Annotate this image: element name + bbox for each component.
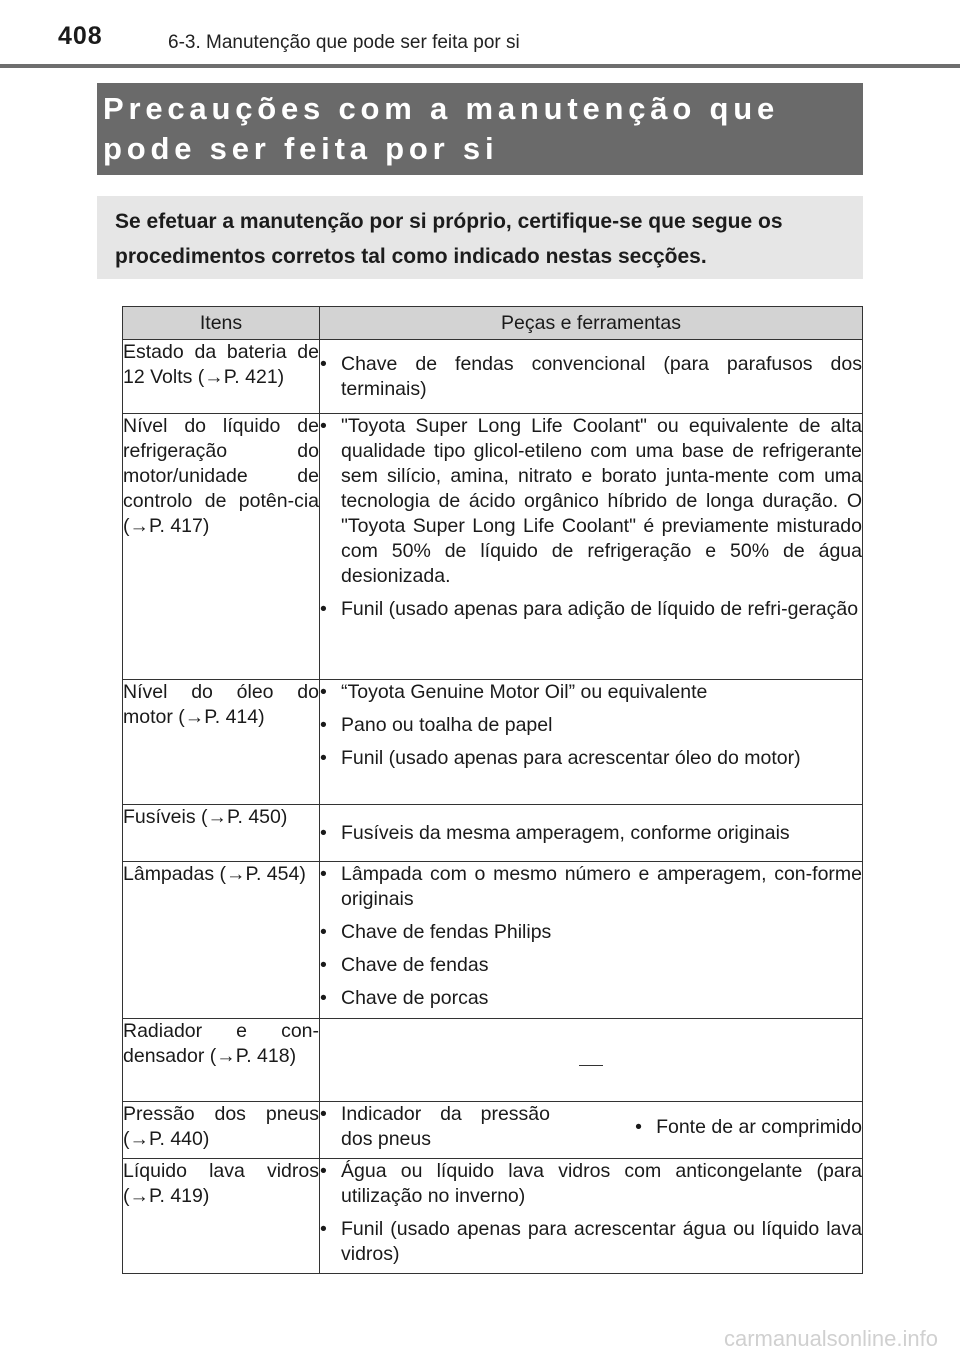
table-row [123, 862, 863, 1019]
parts-cell [320, 340, 863, 414]
list-item: • Chave de fendas [320, 953, 862, 978]
table-row [123, 1102, 863, 1159]
parts-cell [320, 680, 863, 805]
header-rule [0, 64, 960, 68]
table-header-row [123, 307, 863, 340]
watermark: carmanualsonline.info [723, 1326, 938, 1351]
list-item: • Indicador da pressão dos pneus [320, 1102, 550, 1152]
list-item: • Chave de fendas convencional (para parafusos dos terminais) [320, 352, 862, 402]
list-item: • Funil (usado apenas para acrescentar água ou líquido lava vidros) [320, 1217, 862, 1267]
table-row [123, 340, 863, 414]
item-cell: Fusíveis (→P. 450) [123, 805, 320, 862]
table-row [123, 1019, 863, 1102]
intro-note: Se efetuar a manutenção por si próprio, certifique-se que segue os procedimentos corretos tal como indicado nestas secções. [97, 196, 863, 279]
item-cell: Radiador e con-densador (→P. 418) [123, 1019, 320, 1102]
list-item: • Fusíveis da mesma amperagem, conforme originais [320, 821, 862, 846]
list-item: • Pano ou toalha de papel [320, 713, 862, 738]
list-item: • Água ou líquido lava vidros com anticongelante (para utilização no inverno) [320, 1159, 862, 1209]
table-row [123, 680, 863, 805]
list-item: • "Toyota Super Long Life Coolant" ou equivalente de alta qualidade tipo glicol-etileno com uma base de refrigerante sem silício, amina, nitrato e borato junta-mente com uma tecnologia de ácido orgânico híbrido de longa duração. O "Toyota Super Long Life Coolant" é previamente misturado com 50% de líquido de refrigeração e 50% de água desionizada. [320, 414, 862, 589]
column-header-parts: Peças e ferramentas [320, 307, 863, 340]
parts-cell-empty [320, 1019, 863, 1102]
parts-cell [320, 1159, 863, 1274]
list-item: • Chave de porcas [320, 986, 862, 1011]
parts-cell [320, 414, 863, 680]
list-item: • Funil (usado apenas para adição de líquido de refri-geração [320, 597, 862, 622]
table-row [123, 1159, 863, 1274]
column-header-items: Itens [123, 307, 320, 340]
list-item: • Chave de fendas Philips [320, 920, 862, 945]
page-title: Precauções com a manutenção que pode ser feita por si [97, 83, 863, 175]
item-cell: Estado da bateria de 12 Volts (→P. 421) [123, 340, 320, 414]
table-row [123, 414, 863, 680]
list-item: • “Toyota Genuine Motor Oil” ou equivalente [320, 680, 862, 705]
list-item: • Fonte de ar comprimido [635, 1115, 862, 1140]
item-cell: Nível do líquido de refrigeração do motor/unidade de controlo de potên-cia (→P. 417) [123, 414, 320, 680]
list-item: • Funil (usado apenas para acrescentar óleo do motor) [320, 746, 862, 771]
empty-dash [579, 1065, 603, 1066]
item-cell: Nível do óleo do motor (→P. 414) [123, 680, 320, 805]
item-cell: Lâmpadas (→P. 454) [123, 862, 320, 1019]
item-cell: Pressão dos pneus (→P. 440) [123, 1102, 320, 1159]
list-item: • Lâmpada com o mesmo número e amperagem, con-forme originais [320, 862, 862, 912]
parts-cell [320, 1102, 863, 1159]
parts-cell [320, 862, 863, 1019]
page-number: 408 [58, 22, 103, 50]
section-label: 6-3. Manutenção que pode ser feita por si [168, 32, 520, 53]
item-cell: Líquido lava vidros (→P. 419) [123, 1159, 320, 1274]
maintenance-table [122, 306, 863, 1274]
table-row [123, 805, 863, 862]
parts-cell [320, 805, 863, 862]
